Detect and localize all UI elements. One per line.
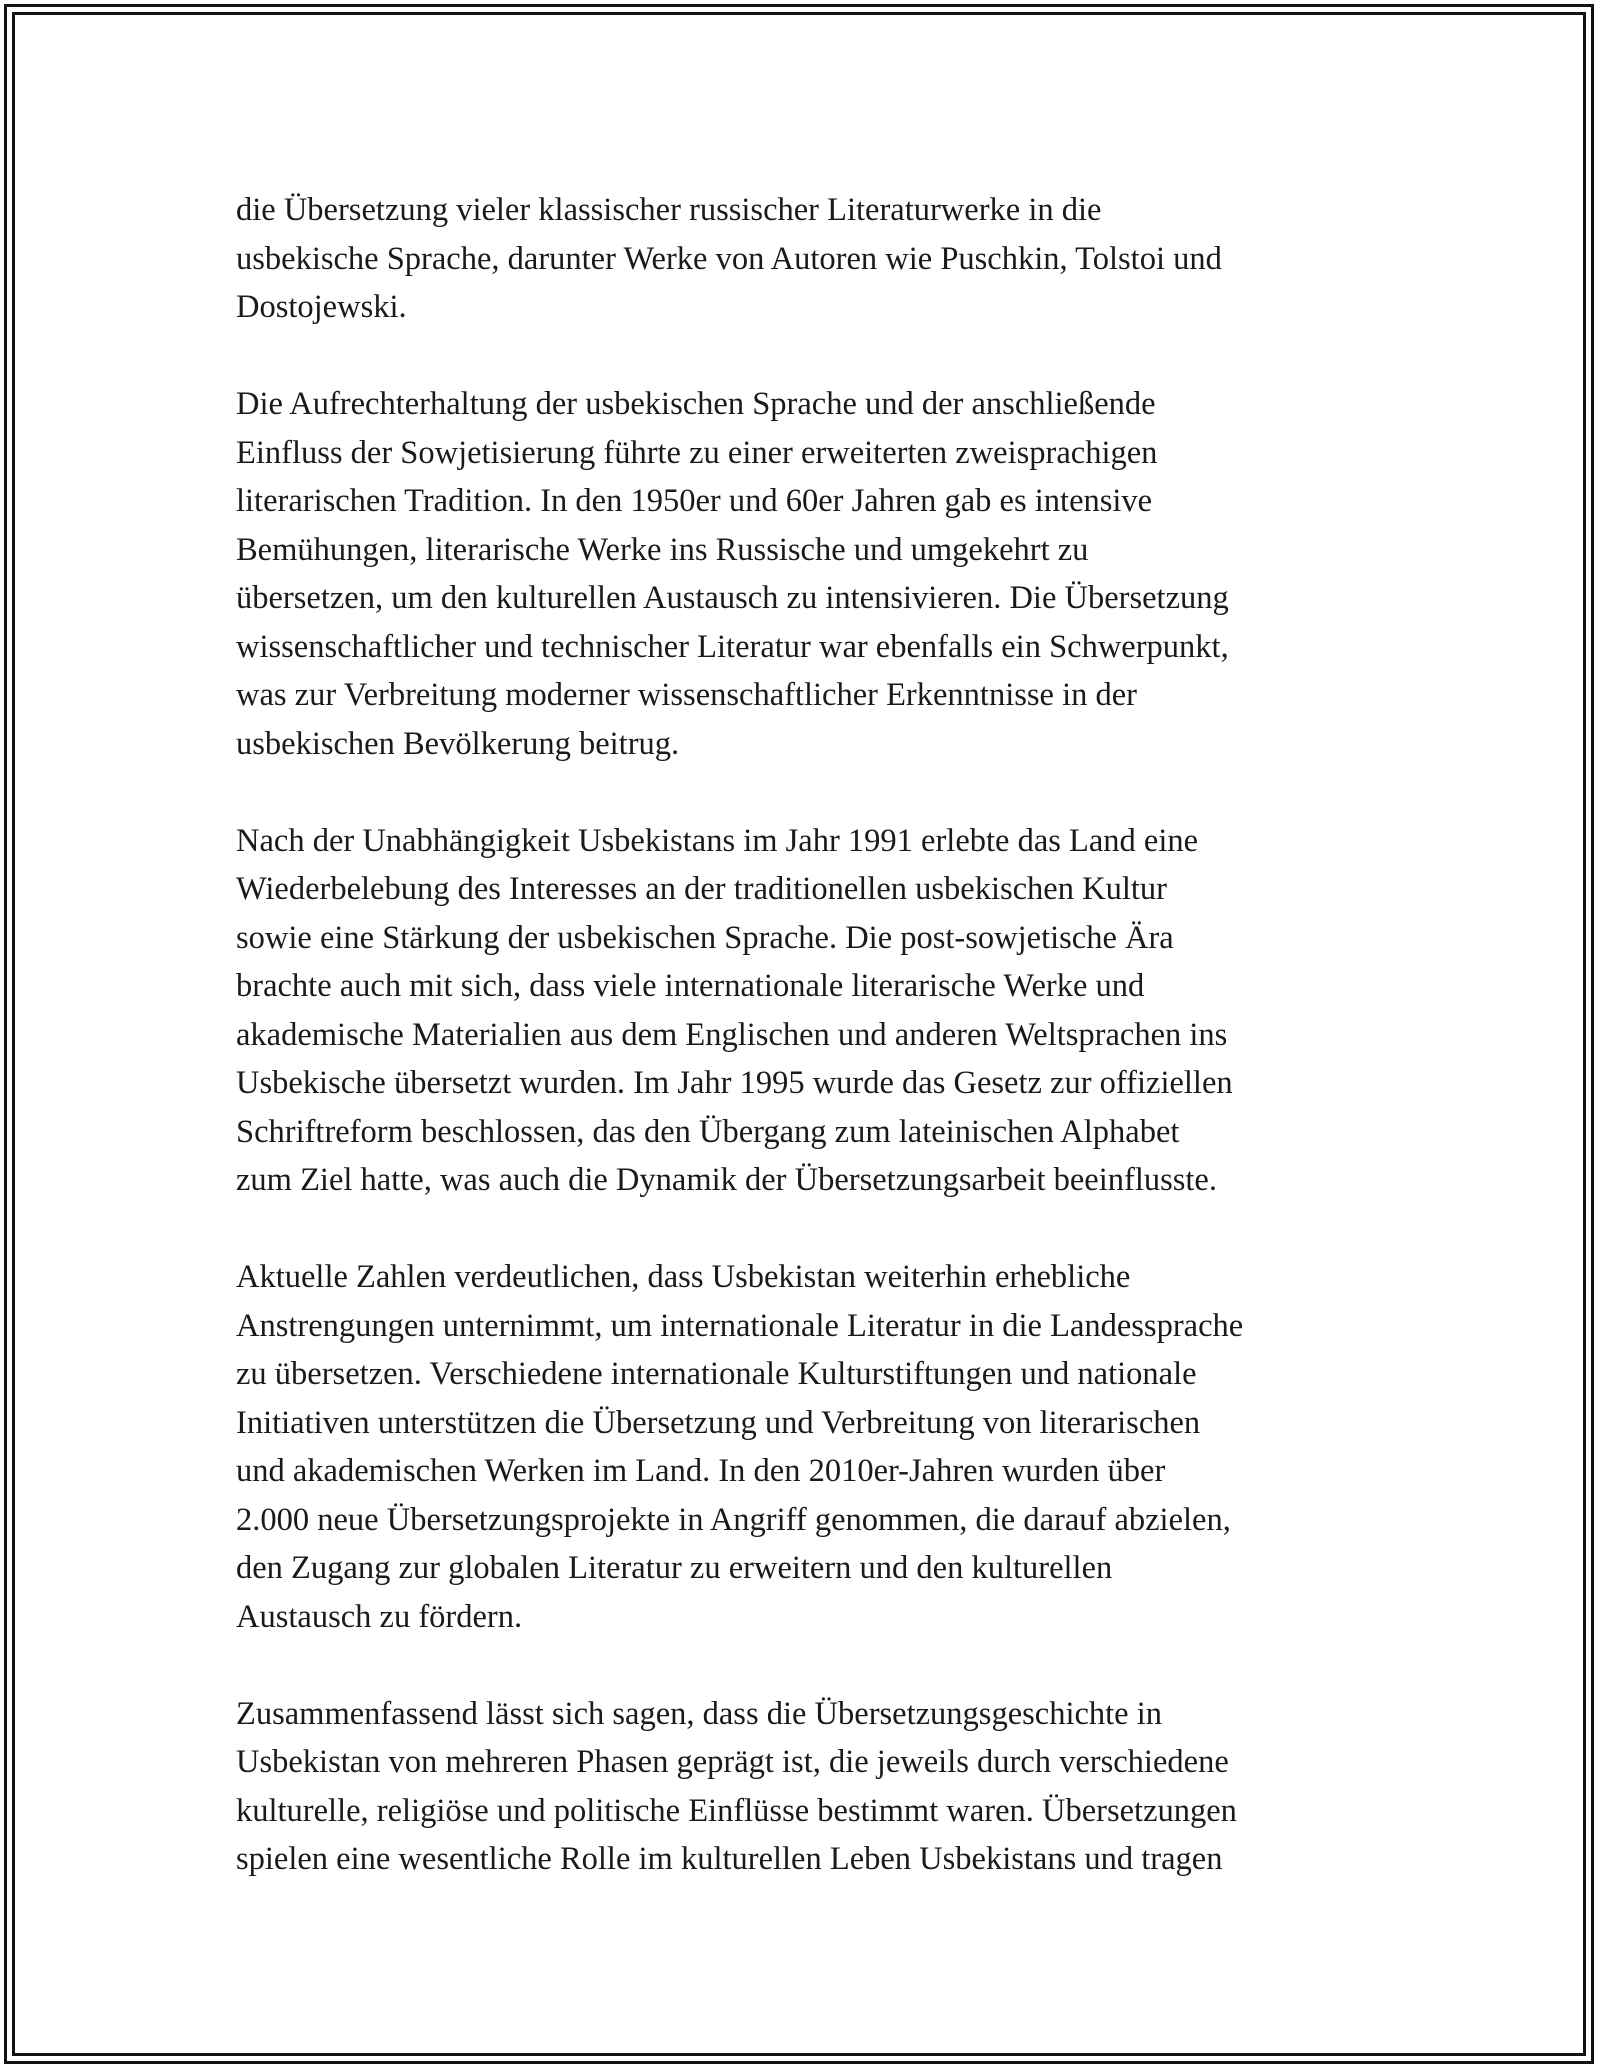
paragraph-1 xyxy=(236,186,1376,332)
text-line: wissenschaftlicher und technischer Literatur war ebenfalls ein Schwerpunkt, xyxy=(236,628,1229,665)
text-line: spielen eine wesentliche Rolle im kulturellen Leben Usbekistans und tragen xyxy=(236,1841,1223,1877)
text-line: usbekische Sprache, darunter Werke von Autoren wie Puschkin, Tolstoi und xyxy=(236,240,1222,277)
text-line: usbekischen Bevölkerung beitrug. xyxy=(236,725,680,762)
text-line: sowie eine Stärkung der usbekischen Sprache. Die post-sowjetische Ära xyxy=(236,919,1174,956)
text-line: Die Aufrechterhaltung der usbekischen Sprache und der anschließende xyxy=(236,386,1156,422)
text-line: zum Ziel hatte, was auch die Dynamik der Übersetzungsarbeit beeinflusste. xyxy=(236,1162,1217,1198)
text-line: Bemühungen, literarische Werke ins Russische und umgekehrt zu xyxy=(236,531,1089,568)
text-line: und akademischen Werken im Land. In den 2010er-Jahren wurden über xyxy=(236,1453,1166,1489)
text-line: kulturelle, religiöse und politische Einflüsse bestimmt waren. Übersetzungen xyxy=(236,1792,1237,1829)
text-line: zu übersetzen. Verschiedene internationale Kulturstiftungen und nationale xyxy=(236,1356,1197,1392)
text-line: Initiativen unterstützen die Übersetzung und Verbreitung von literarischen xyxy=(236,1404,1201,1441)
text-line: Einfluss der Sowjetisierung führte zu einer erweiterten zweisprachigen xyxy=(236,434,1158,471)
text-line: brachte auch mit sich, dass viele internationale literarische Werke und xyxy=(236,968,1145,1004)
document-body xyxy=(236,186,1376,1932)
text-line: literarischen Tradition. In den 1950er und 60er Jahren gab es intensive xyxy=(236,483,1153,519)
text-line: 2.000 neue Übersetzungsprojekte in Angriff genommen, die darauf abzielen, xyxy=(236,1501,1231,1538)
paragraph-3 xyxy=(236,817,1376,1205)
text-line: was zur Verbreitung moderner wissenschaftlicher Erkenntnisse in der xyxy=(236,677,1137,713)
text-line: Schriftreform beschlossen, das den Übergang zum lateinischen Alphabet xyxy=(236,1113,1180,1150)
text-line: den Zugang zur globalen Literatur zu erweitern und den kulturellen xyxy=(236,1550,1113,1586)
text-line: Usbekische übersetzt wurden. Im Jahr 1995 wurde das Gesetz zur offiziellen xyxy=(236,1065,1233,1101)
text-line: Dostojewski. xyxy=(236,289,407,325)
paragraph-4 xyxy=(236,1253,1376,1641)
text-line: übersetzen, um den kulturellen Austausch zu intensivieren. Die Übersetzung xyxy=(236,580,1229,616)
text-line: die Übersetzung vieler klassischer russischer Literaturwerke in die xyxy=(236,192,1102,228)
text-line: Austausch zu fördern. xyxy=(236,1598,523,1635)
text-line: Anstrengungen unternimmt, um internationale Literatur in die Landessprache xyxy=(236,1307,1244,1344)
paragraph-2 xyxy=(236,380,1376,768)
text-line: Zusammenfassend lässt sich sagen, dass die Übersetzungsgeschichte in xyxy=(236,1695,1163,1732)
text-line: Nach der Unabhängigkeit Usbekistans im Jahr 1991 erlebte das Land eine xyxy=(236,822,1199,859)
text-line: Wiederbelebung des Interesses an der traditionellen usbekischen Kultur xyxy=(236,871,1167,907)
text-line: Usbekistan von mehreren Phasen geprägt ist, die jeweils durch verschiedene xyxy=(236,1744,1229,1780)
paragraph-5 xyxy=(236,1690,1376,1884)
text-line: akademische Materialien aus dem Englischen und anderen Weltsprachen ins xyxy=(236,1016,1228,1053)
text-line: Aktuelle Zahlen verdeutlichen, dass Usbekistan weiterhin erhebliche xyxy=(236,1259,1131,1295)
